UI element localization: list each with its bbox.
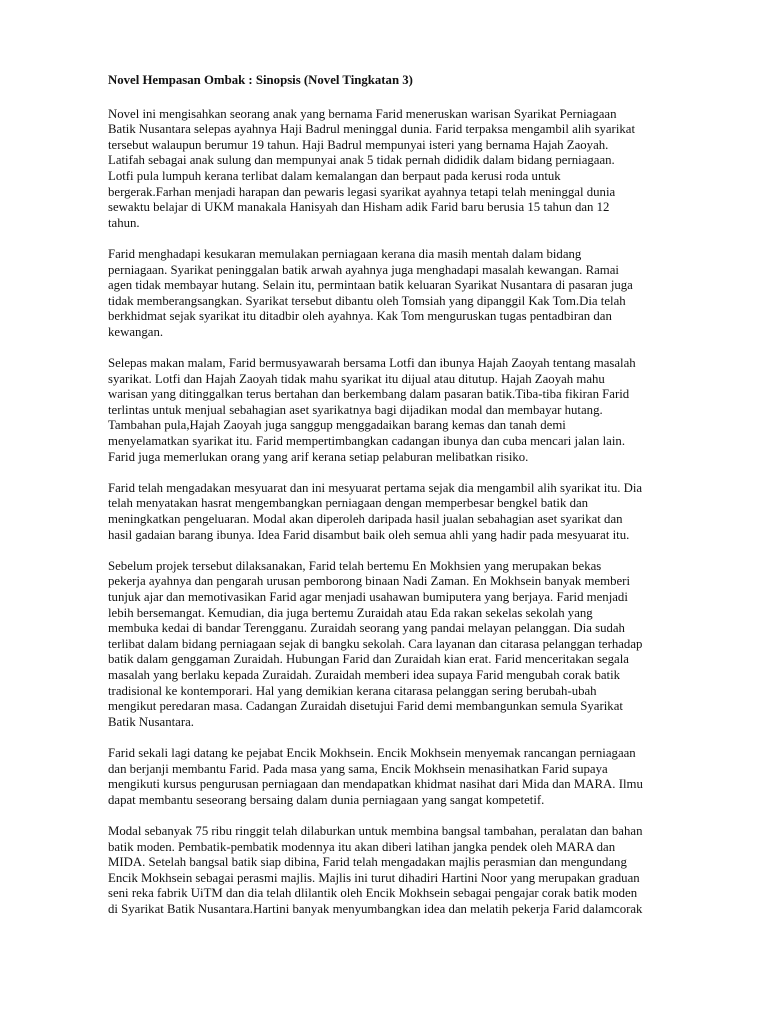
text-line: batik dalam genggaman Zuraidah. Hubungan Farid dan Zuraidah kian erat. Farid menceritakan segala bbox=[108, 652, 629, 667]
text-line: tidak memberangsangkan. Syarikat tersebut dibantu oleh Tomsiah yang dipanggil Kak Tom.Dia telah bbox=[108, 293, 626, 308]
text-line: syarikat. Lotfi dan Hajah Zaoyah tidak mahu syarikat itu dijual atau ditutup. Hajah Zaoyah mahu bbox=[108, 371, 605, 386]
text-line: pekerja ayahnya dan pengarah urusan pemborong binaan Nadi Zaman. En Mokhsein banyak memberi bbox=[108, 574, 631, 589]
text-line: Selepas makan malam, Farid bermusyawarah bersama Lotfi dan ibunya Hajah Zaoyah tentang masalah bbox=[108, 356, 636, 371]
text-line: di Syarikat Batik Nusantara.Hartini banyak menyumbangkan idea dan melatih pekerja Farid dalamcorak bbox=[108, 901, 643, 916]
text-line: Batik Nusantara selepas ayahnya Haji Badrul meninggal dunia. Farid terpaksa mengambil alih syarikat bbox=[108, 122, 636, 137]
text-line: mengikut peredaran masa. Cadangan Zuraidah disetujui Farid demi membangunkan semula Syarikat bbox=[108, 699, 623, 714]
text-line: kewangan. bbox=[108, 324, 164, 339]
paragraph-4 bbox=[108, 481, 660, 543]
text-line: sewaktu belajar di UKM manakala Hanisyah dan Hisham adik Farid baru berusia 15 tahun dan 12 bbox=[108, 200, 610, 215]
paragraph-7 bbox=[108, 824, 660, 918]
text-line: Novel ini mengisahkan seorang anak yang bernama Farid meneruskan warisan Syarikat Perniagaan bbox=[108, 106, 617, 121]
text-line: Farid telah mengadakan mesyuarat dan ini mesyuarat pertama sejak dia mengambil alih syarikat itu. Dia bbox=[108, 480, 643, 495]
text-line: perniagaan. Syarikat peninggalan batik arwah ayahnya juga menghadapi masalah kewangan. Ramai bbox=[108, 262, 619, 277]
text-line: meningkatkan pengeluaran. Modal akan diperoleh daripada hasil jualan sebahagian aset syarikat dan bbox=[108, 512, 623, 527]
text-line: lebih bersemangat. Kemudian, dia juga bertemu Zuraidah atau Eda rakan sekelas sekolah yang bbox=[108, 605, 593, 620]
text-line: MIDA. Setelah bangsal batik siap dibina, Farid telah mengadakan majlis perasmian dan mengundang bbox=[108, 855, 627, 870]
document-page bbox=[108, 73, 660, 933]
document-title: Novel Hempasan Ombak : Sinopsis (Novel Tingkatan 3) bbox=[108, 73, 413, 87]
text-line: bergerak.Farhan menjadi harapan dan pewaris legasi syarikat ayahnya tetapi telah meninggal dunia bbox=[108, 184, 616, 199]
paragraph-1 bbox=[108, 107, 660, 232]
text-line: Batik Nusantara. bbox=[108, 714, 194, 729]
text-line: tersebut walaupun berumur 19 tahun. Haji Badrul mempunyai isteri yang bernama Hajah Zaoyah. bbox=[108, 137, 609, 152]
paragraph-6 bbox=[108, 746, 660, 808]
text-line: Farid juga memerlukan orang yang arif kerana setiap pelaburan melibatkan risiko. bbox=[108, 449, 529, 464]
text-line: dapat membantu seseorang bersaing dalam dunia perniagaan yang sangat kompetetif. bbox=[108, 792, 545, 807]
text-line: Farid menghadapi kesukaran memulakan perniagaan kerana dia masih mentah dalam bidang bbox=[108, 246, 582, 261]
paragraph-2 bbox=[108, 247, 660, 341]
text-line: tahun. bbox=[108, 215, 140, 230]
text-line: membuka kedai di bandar Terengganu. Zuraidah seorang yang pandai melayan pelanggan. Dia sudah bbox=[108, 621, 625, 636]
text-line: masalah yang berlaku kepada Zuraidah. Zuraidah memberi idea supaya Farid mengubah corak batik bbox=[108, 667, 621, 682]
text-line: tradisional ke kontemporari. Hal yang demikian kerana citarasa pelanggan sering berubah-ubah bbox=[108, 683, 597, 698]
text-line: telah menyatakan hasrat mengembangkan perniagaan dengan memperbesar bengkel batik dan bbox=[108, 496, 589, 511]
text-line: seni reka fabrik UiTM dan dia telah dlilantik oleh Encik Mokhsein sebagai pengajar corak batik moden bbox=[108, 886, 638, 901]
text-line: mengikuti kursus pengurusan perniagaan dan mendapatkan khidmat nasihat dari Mida dan MARA. Ilmu bbox=[108, 777, 643, 792]
text-line: dan berjanji membantu Farid. Pada masa yang sama, Encik Mokhsein menasihatkan Farid supaya bbox=[108, 761, 608, 776]
text-line: warisan yang ditinggalkan terus bertahan dan berkembang dalam pasaran batik.Tiba-tiba fikiran Farid bbox=[108, 387, 630, 402]
text-line: batik moden. Pembatik-pembatik modennya itu akan diberi latihan jangka pendek oleh MARA dan bbox=[108, 839, 616, 854]
text-line: Sebelum projek tersebut dilaksanakan, Farid telah bertemu En Mokhsien yang merupakan bekas bbox=[108, 558, 602, 573]
text-line: agen tidak membayar hutang. Selain itu, permintaan batik keluaran Syarikat Nusantara di pasaran juga bbox=[108, 278, 633, 293]
paragraph-3 bbox=[108, 356, 660, 465]
text-line: berkhidmat sejak syarikat itu ditadbir oleh ayahnya. Kak Tom menguruskan tugas pentadbiran dan bbox=[108, 309, 612, 324]
text-line: menyelamatkan syarikat itu. Farid mempertimbangkan cadangan ibunya dan cuba mencari jalan lain. bbox=[108, 434, 626, 449]
text-line: hasil gadaian barang ibunya. Idea Farid disambut baik oleh semua ahli yang hadir pada mesyuarat itu. bbox=[108, 527, 630, 542]
text-line: Modal sebanyak 75 ribu ringgit telah dilaburkan untuk membina bangsal tambahan, peralatan dan bahan bbox=[108, 823, 643, 838]
paragraph-5 bbox=[108, 559, 660, 731]
text-line: Encik Mokhsein sebagai perasmi majlis. Majlis ini turut dihadiri Hartini Noor yang merupakan graduan bbox=[108, 870, 640, 885]
text-line: Tambahan pula,Hajah Zaoyah juga sanggup menggadaikan barang kemas dan tanah demi bbox=[108, 418, 566, 433]
text-line: tunjuk ajar dan memotivasikan Farid agar menjadi usahawan bumiputera yang berjaya. Farid menjadi bbox=[108, 590, 628, 604]
text-line: Farid sekali lagi datang ke pejabat Encik Mokhsein. Encik Mokhsein menyemak rancangan perniagaan bbox=[108, 745, 636, 760]
text-line: terlintas untuk menjual sebahagian aset syarikatnya bagi dijadikan modal dan membayar hutang. bbox=[108, 402, 603, 417]
text-line: terlibat dalam bidang perniagaan sejak di bangku sekolah. Cara layanan dan citarasa pelanggan terhadap bbox=[108, 636, 643, 651]
text-line: Latifah sebagai anak sulung dan mempunyai anak 5 tidak pernah dididik dalam bidang perniagaan. bbox=[108, 153, 615, 168]
text-line: Lotfi pula lumpuh kerana terlibat dalam kemalangan dan berpaut pada kerusi roda untuk bbox=[108, 168, 561, 183]
